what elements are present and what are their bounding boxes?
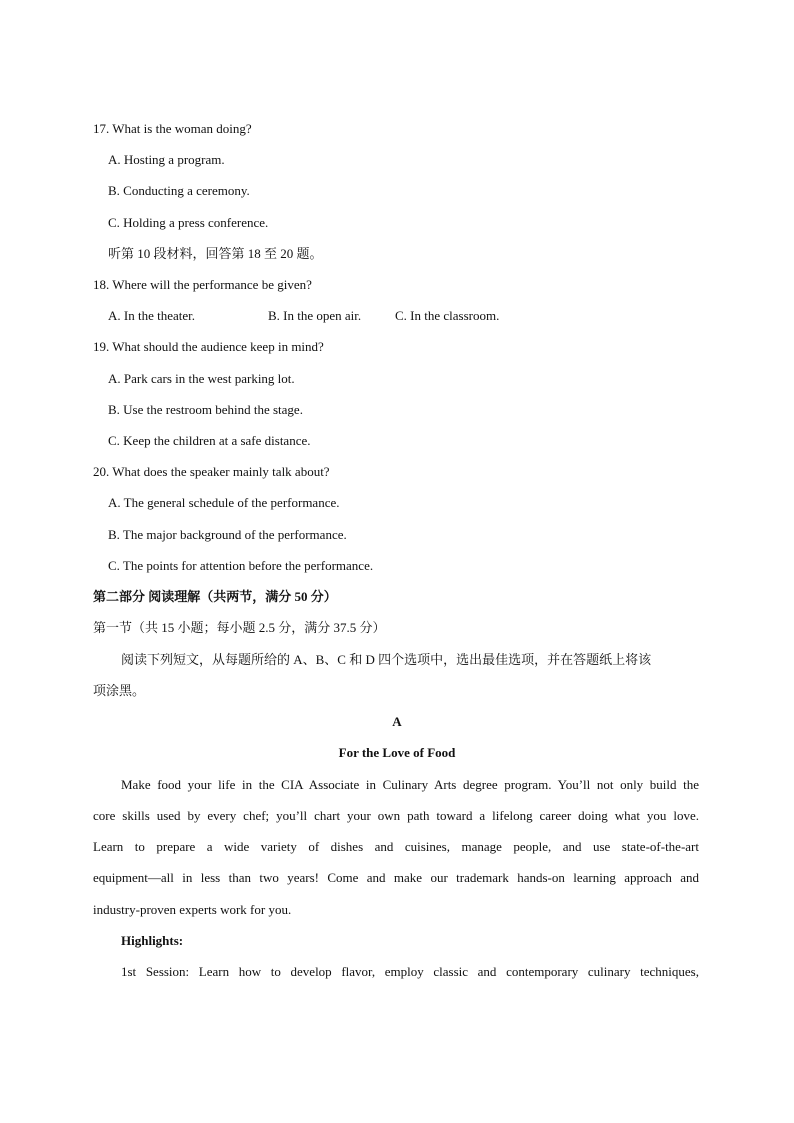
reading-instruction-line-1: 阅读下列短文，从每题所给的 A、B、C 和 D 四个选项中，选出最佳选项，并在答题纸上将该 [121, 652, 652, 667]
passage-title: For the Love of Food [338, 745, 456, 760]
question-20-option-c: C. The points for attention before the performance. [108, 558, 374, 573]
session-1-line: 1st Session: Learn how to develop flavor, employ classic and contemporary culinary techniques, [121, 964, 699, 979]
passage-line-4: equipment—all in less than two years! Come and make our trademark hands-on learning approach and [93, 870, 699, 885]
passage-letter: A [392, 714, 402, 729]
question-18: 18. Where will the performance be given? [93, 277, 312, 292]
question-18-option-b: B. In the open air. [268, 308, 362, 323]
question-18-option-a: A. In the theater. [108, 308, 195, 323]
section-subheading: 第一节（共 15 小题；每小题 2.5 分，满分 37.5 分） [93, 620, 386, 635]
passage-line-2: core skills used by every chef; you’ll chart your own path toward a lifelong career doing what you love. [93, 808, 699, 823]
question-17-option-c: C. Holding a press conference. [108, 215, 269, 230]
question-20-option-b: B. The major background of the performance. [108, 527, 347, 542]
question-19-option-a: A. Park cars in the west parking lot. [108, 371, 295, 386]
question-19: 19. What should the audience keep in mind? [93, 339, 324, 354]
question-20: 20. What does the speaker mainly talk about? [93, 464, 330, 479]
question-19-option-b: B. Use the restroom behind the stage. [108, 402, 303, 417]
question-17: 17. What is the woman doing? [93, 121, 252, 136]
question-17-option-b: B. Conducting a ceremony. [108, 183, 250, 198]
question-19-option-c: C. Keep the children at a safe distance. [108, 433, 311, 448]
highlights-label: Highlights: [121, 933, 184, 948]
reading-instruction-line-2: 项涂黑。 [93, 683, 146, 698]
question-20-option-a: A. The general schedule of the performance. [108, 495, 340, 510]
listening-instruction: 听第 10 段材料，回答第 18 至 20 题。 [108, 246, 323, 261]
passage-line-3: Learn to prepare a wide variety of dishes and cuisines, manage people, and use state-of-the-art [93, 839, 699, 854]
passage-line-5: industry-proven experts work for you. [93, 902, 292, 917]
question-17-option-a: A. Hosting a program. [108, 152, 225, 167]
section-heading: 第二部分 阅读理解（共两节，满分 50 分） [93, 589, 337, 604]
question-18-option-c: C. In the classroom. [395, 308, 500, 323]
passage-line-1: Make food your life in the CIA Associate in Culinary Arts degree program. You’ll not only build the [121, 777, 699, 792]
